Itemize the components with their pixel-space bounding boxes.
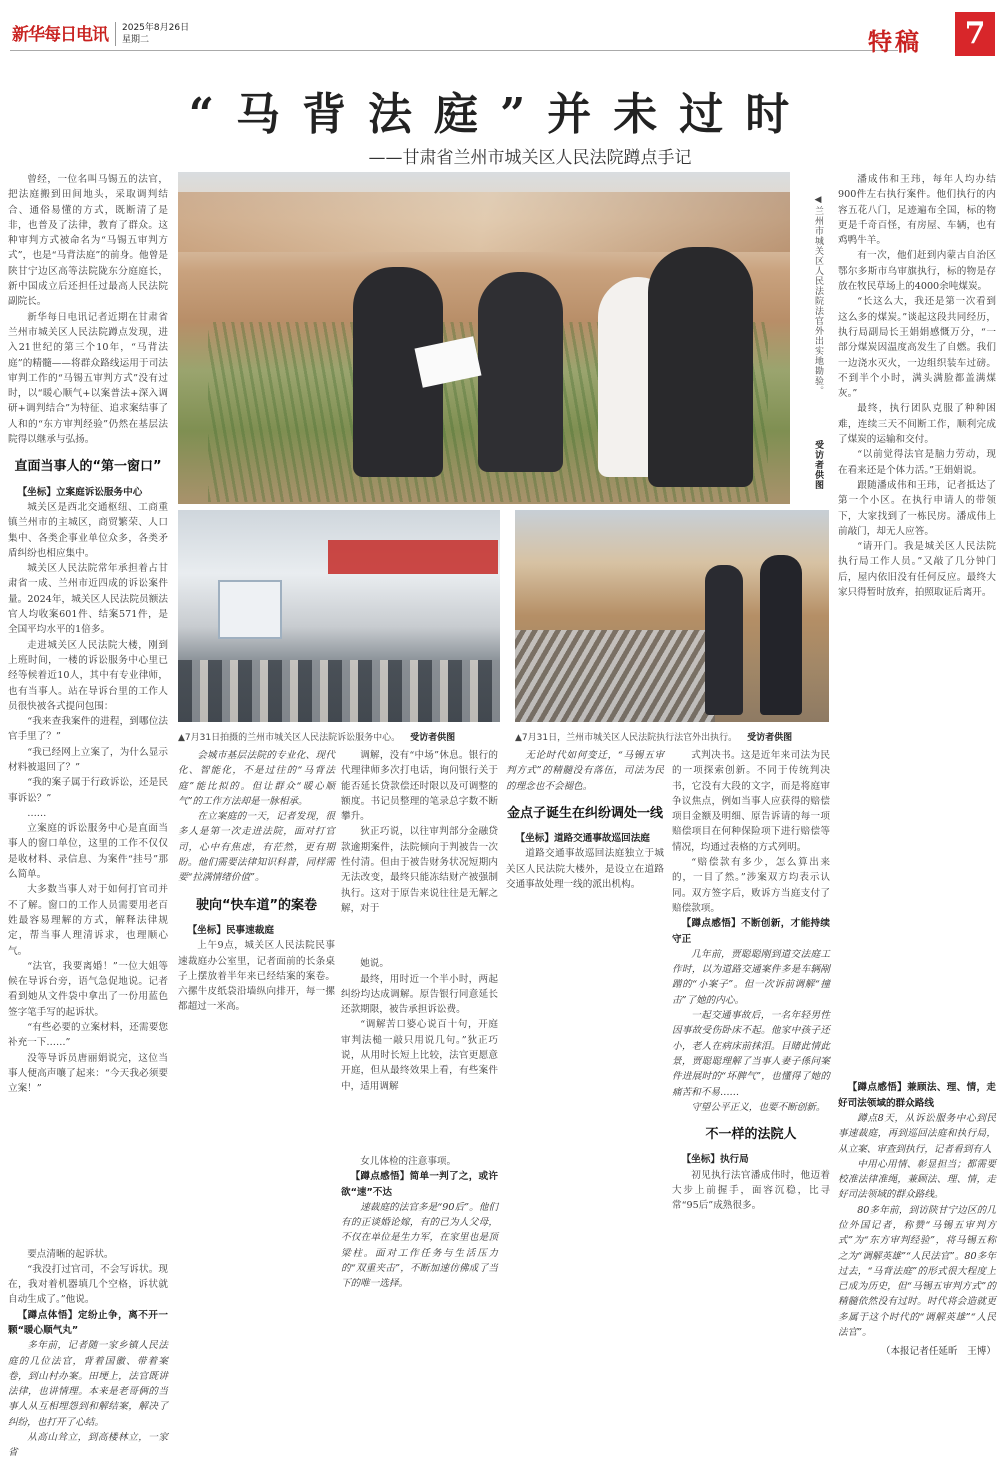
main-photo	[178, 172, 790, 504]
byline: （本报记者任延昕 王博）	[880, 1346, 996, 1358]
paragraph: 最终，用时近一个半小时，两起纠纷均达成调解。原告银行同意延长还款期限，被告承担诉讼费。	[341, 973, 498, 1016]
paragraph: 潘成伟和王玮，每年人均办结900件左右执行案件。他们执行的内容五花八门，足迹遍布全国，标的物更是千奇百怪，有房屋、车辆，也有鸡鸭牛羊。	[838, 174, 996, 247]
paragraph-group	[178, 938, 335, 1014]
reflection-tag: 【蹲点感悟】简单一判了之，或许欲“速”不达	[341, 1171, 498, 1198]
paragraph: 初见执行法官潘成伟时，他迈着大步上前握手，面容沉稳，比寻常“95后”成熟很多。	[672, 1169, 830, 1212]
paragraph-group	[506, 846, 664, 892]
paragraph: 80多年前，到访陕甘宁边区的几位外国记者，称赞“马锡五审判方式”为“东方审判经验”，将马锡五称之为“调解英雄”“人民法官”。80多年过去，“马背法庭”的形式很大程度上已成为历史，但“马锡五审判方式”的精髓依然没有过时。时代将会造就更多属于这个时代的“调解英雄”“人民法官”。	[838, 1204, 996, 1339]
paragraph: 无论时代如何变迁，“马锡五审判方式”的精髓没有落伍，司法为民的理念也不会褪色。	[506, 750, 664, 792]
section-heading: 直面当事人的“第一窗口”	[14, 459, 162, 475]
caption-credit: 受访者供图	[410, 733, 456, 743]
paragraph-group	[178, 748, 335, 886]
paragraph: 道路交通事故巡回法庭独立于城关区人民法院大楼外，是设立在道路交通事故处理一线的派出机构。	[506, 848, 664, 891]
paragraph-group	[8, 172, 168, 447]
paragraph: “我已经网上立案了，为什么显示材料被退回了？”	[8, 746, 168, 773]
paragraph: 几年前，贾聪聪刚到道交法庭工作时，以为道路交通案件多是车辆剐蹭的“小案子”。但一次诉前调解“撞击”了她的内心。	[672, 948, 830, 1006]
paragraph: 有一次，他们赶到内蒙古自治区鄂尔多斯市乌审旗执行，标的物是存放在牧民草场上的4000余吨煤炭。	[838, 250, 996, 293]
paragraph-group	[672, 947, 830, 1115]
paragraph-group	[672, 1168, 830, 1214]
paragraph: 走进城关区人民法院大楼，刚到上班时间，一楼的诉讼服务中心里已经等候着近10人，其中有专业律师，也有当事人。站在导诉台里的工作人员很快被各式提问包围：	[8, 639, 168, 712]
date-text: 2025年8月26日	[122, 23, 190, 33]
paragraph: 大多数当事人对于如何打官司并不了解。窗口的工作人员需要用老百姓最容易理解的方式，解释法律规定，帮当事人理清诉求，也理顺心气。	[8, 884, 168, 957]
article-column-d	[672, 748, 830, 1444]
paragraph: 没等导诉员唐丽娟说完，这位当事人便高声嚷了起来：“今天我必须要立案！”	[8, 1052, 168, 1095]
paragraph-group	[8, 1338, 168, 1460]
paragraph-group	[341, 1200, 498, 1292]
paragraph: “法官，我要离婚！”一位大姐等候在导诉台旁，语气急促地说。记者看到她从文件袋中拿出了一份用蓝色签字笔手写的起诉状。	[8, 960, 168, 1018]
caption-credit: 受访者供图	[747, 733, 793, 743]
issue-date	[115, 22, 189, 46]
paragraph-group	[8, 1247, 168, 1308]
headline-subtitle: ——甘肃省兰州市城关区人民法院蹲点手记	[368, 148, 692, 168]
section-heading: 不一样的法院人	[705, 1127, 797, 1143]
paragraph-group	[8, 500, 168, 1097]
paragraph: 城关区是西北交通枢纽、工商重镇兰州市的主城区，商贸繁荣、人口集中、各类企事业单位众多，各类矛盾纠纷也相应集中。	[8, 501, 168, 559]
article-column-b	[341, 748, 498, 1444]
paragraph: 从高山耸立，到高楼林立，一家省	[8, 1432, 168, 1459]
caption-text: ▲7月31日拍摄的兰州市城关区人民法院诉讼服务中心。	[178, 733, 401, 743]
headline-title: “马背法庭”并未过时	[188, 89, 812, 140]
paragraph-group	[341, 956, 498, 1094]
enforcement-photo	[515, 510, 829, 722]
paragraph: 狄正巧说，以往审判部分金融贷款逾期案件，法院倾向于判被告一次性付清。但由于被告财务状况短期内无法改变，最终只能冻结财产被强制执行。这对于原告来说往往是无解之解，对于	[341, 826, 498, 914]
paragraph: 立案庭的诉讼服务中心是直面当事人的窗口单位，这里的工作不仅仅是收材料、录信息、为案件“挂号”那么简单。	[8, 823, 168, 881]
reflection-tag: 【蹲点感悟】不断创新，才能持续守正	[672, 918, 830, 945]
paragraph: “长这么大，我还是第一次看到这么多的煤炭。”谈起这段共同经历，执行局副局长王娟娟感慨万分，“一部分煤炭因温度高发生了自燃。我们一边浇水灭火，一边组织装车过磅。不到半个小时，满头满脸都盖满煤灰。”	[838, 296, 996, 400]
paragraph: “调解苦口婆心说百十句，开庭审判法槌一敲只用说几句。”狄正巧说，从用时长短上比较，法官更愿意开庭，但从最终效果上看，有些案件中，适用调解	[341, 1019, 498, 1092]
article-column-c	[506, 748, 664, 1444]
paragraph: 女儿体检的注意事项。	[360, 1155, 457, 1167]
paragraph: “有些必要的立案材料，还需要您补充一下……”	[8, 1022, 168, 1049]
paragraph: 会城市基层法院的专业化、现代化、智能化，不是过往的“马背法庭”能比拟的。但让群众“暖心顺气”的工作方法却是一脉相承。	[178, 750, 335, 807]
location-tag: 【坐标】执行局	[681, 1154, 749, 1166]
paragraph-group	[672, 748, 830, 916]
header-divider	[10, 50, 898, 51]
service-center-photo	[178, 510, 500, 722]
paragraph-group	[838, 172, 996, 600]
main-photo-credit: 受访者供图	[813, 440, 823, 490]
paragraph: “以前觉得法官是脑力劳动，现在看来还是个体力活。”王娟娟说。	[838, 449, 996, 476]
paragraph: 曾经，一位名叫马锡五的法官，把法庭搬到田间地头，采取调判结合、通俗易懂的方式，既断清了是非，也普及了法律，教育了群众。这种审判方式被命名为“马锡五审判方式”，也是“马背法庭”的前身。他曾是陕甘宁边区高等法院陇东分庭庭长，新中国成立后还担任过最高人民法院副院长。	[8, 174, 168, 308]
paragraph: 在立案庭的一天，记者发现，很多人是第一次走进法院，面对打官司，心中有焦虑，有茫然，更有期盼。他们需要法律知识科普，同样需要“拉满情绪价值”。	[178, 811, 335, 884]
paragraph: “我没打过官司，不会写诉状。现在，我对着机器填几个空格，诉状就自动生成了。”他说。	[8, 1263, 168, 1306]
paragraph: 要点清晰的起诉状。	[27, 1248, 114, 1260]
paragraph: “我来查我案件的进程，到哪位法官手里了？”	[8, 716, 168, 743]
paragraph: 式判决书。这是近年来司法为民的一项探索创新。不同于传统判决书，它没有大段的文字，而是将庭审争议焦点，例如当事人应获得的赔偿项目金额及明细、原告诉请的每一项赔偿项目在何种保险项下进行赔偿等情况，均通过表格的方式列明。	[672, 750, 830, 853]
paragraph: 蹲点8天，从诉讼服务中心到民事速裁庭，再到巡回法庭和执行局，从立案、审查到执行，记者看到有人	[838, 1112, 996, 1155]
page-number: 7	[955, 12, 995, 56]
paragraph-group	[341, 748, 498, 916]
paragraph: 中用心用情、彰显担当；都需要校准法律准绳，兼顾法、理、情，走好司法领域的群众路线。	[838, 1158, 996, 1201]
location-tag: 【坐标】道路交通事故巡回法庭	[515, 833, 650, 845]
paragraph: 新华每日电讯记者近期在甘肃省兰州市城关区人民法院蹲点发现，进入21世纪的第三个10年，“马背法庭”的精髓——将群众路线运用于司法审判工作的“马锡五审判方式”没有过时，以“暖心顺气+以案普法+深入调研+调判结合”为特征、追求案结事了人和的“东方审判经验”仍然在基层法院得以继承与弘扬。	[8, 311, 168, 446]
paragraph: “我的案子属于行政诉讼，还是民事诉讼？”	[8, 777, 168, 804]
paragraph: “赔偿款有多少，怎么算出来的，一目了然。”涉案双方均表示认同。双方签字后，败诉方当庭支付了赔偿款项。	[672, 857, 830, 914]
paragraph: 多年前，记者随一家乡镇人民法庭的几位法官，背着国徽、带着案卷，到山村办案。田埂上，法官既讲法律，也讲情理。本来是老哥俩的当事人从互相埋怨到和解结案，解决了纠纷，也打开了心结。	[8, 1340, 168, 1428]
paragraph-group	[506, 748, 664, 794]
paragraph: “请开门。我是城关区人民法院执行局工作人员。”又敲了几分钟门后，屋内依旧没有任何反应。最终大家只得暂时放弃，拍照取证后离开。	[838, 541, 996, 599]
article-column-right	[838, 172, 996, 1444]
reflection-tag: 【蹲点感悟】兼顾法、理、情，走好司法领域的群众路线	[838, 1082, 996, 1109]
paragraph: ……	[27, 807, 47, 819]
paragraph: 城关区人民法院常年承担着占甘肃省一成、兰州市近四成的诉讼案件量。2024年，城关区人民法院员额法官人均收案601件、结案571件，是全国平均水平的1倍多。	[8, 563, 168, 636]
main-photo-caption: ◀兰州市城关区人民法院法官外出实地勘验。	[813, 195, 823, 396]
section-heading: 金点子诞生在纠纷调处一线	[506, 805, 663, 821]
paragraph-group	[838, 1111, 996, 1340]
section-heading: 驶向“快车道”的案卷	[195, 897, 318, 913]
location-tag: 【坐标】民事速裁庭	[187, 924, 274, 936]
paragraph: 调解，没有“中场”休息。银行的代理律师多次打电话，询问银行关于能否延长贷款偿还时限以及可调整的额度。书记员整理的笔录总字数不断攀升。	[341, 750, 498, 823]
service-center-caption	[178, 730, 455, 743]
paragraph: 上午9点，城关区人民法院民事速裁庭办公室里，记者面前的长条桌子上摆放着半年来已经结案的案卷。六摞牛皮纸袋沿墙纵向排开，每一摞都超过一米高。	[178, 940, 335, 1013]
reflection-tag: 【蹲点体悟】定纷止争，离不开一颗“暖心顺气丸”	[8, 1309, 168, 1336]
paragraph: 跟随潘成伟和王玮，记者抵达了第一个小区。在执行申请人的带领下，大家找到了一栋民房。潘成伟上前敲门，却无人应答。	[838, 479, 996, 537]
enforcement-caption	[515, 730, 792, 743]
weekday-text: 星期二	[122, 35, 150, 45]
paragraph: 一起交通事故后，一名年轻男性因事故受伤卧床不起。他家中孩子还小，老人在病床前抹泪。目睹此情此景，贾聪聪理解了当事人妻子係问案件进展时的“坏脾气”，也懂得了她的痛苦和不易……	[672, 1010, 830, 1098]
paragraph: 她说。	[360, 958, 389, 970]
paragraph: 速裁庭的法官多是“90后”。他们有的正谈婚论嫁，有的已为人父母，不仅在单位是生力军，在家里也是顶梁柱。面对工作任务与生活压力的“双重夹击”，不断加速仿佛成了当下的唯一选择。	[341, 1201, 498, 1290]
paragraph: 最终，执行团队克服了种种困难，连续三天不间断工作，顺利完成了煤炭的运输和交付。	[838, 403, 996, 446]
location-tag: 【坐标】立案庭诉讼服务中心	[17, 486, 143, 498]
newspaper-logo: 新华每日电讯	[12, 25, 108, 45]
section-name: 特稿	[868, 27, 922, 56]
paragraph: 守望公平正义，也要不断创新。	[691, 1101, 826, 1113]
article-column-left	[8, 172, 168, 1459]
caption-text: ▲7月31日，兰州市城关区人民法院执行法官外出执行。	[515, 733, 738, 743]
article-column-a	[178, 748, 335, 1444]
